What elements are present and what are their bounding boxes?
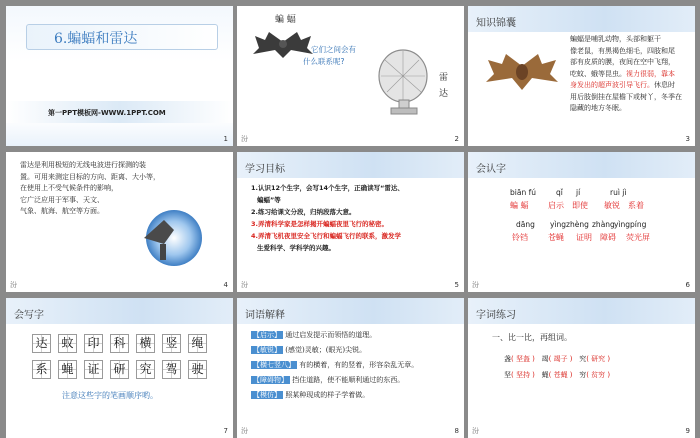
slide-number: 1 — [223, 135, 228, 143]
slide-mark: 汾 — [472, 427, 479, 435]
text-highlight: 视力很弱，靠本 — [626, 69, 675, 78]
slide-mark: 汾 — [241, 135, 248, 143]
new-word: 蝙 蝠 — [510, 201, 529, 210]
goal-item: 蝙蝠”等 — [257, 196, 281, 204]
slide-mark: 汾 — [241, 427, 248, 435]
slide-thumbnail-2[interactable] — [237, 6, 464, 146]
term-row — [251, 345, 366, 355]
slide-title: 学习目标 — [245, 164, 285, 175]
writing-char: 竖 — [162, 334, 181, 353]
writing-char: 究 — [136, 360, 155, 379]
text-line: 部有皮质的膜，夜间在空中飞翔， — [570, 58, 675, 66]
writing-char: 蚊 — [58, 334, 77, 353]
base-char: 究 — [579, 355, 587, 363]
slide-thumbnail-3[interactable] — [468, 6, 695, 146]
writing-char: 驶 — [188, 360, 207, 379]
slide-thumbnail-5[interactable] — [237, 152, 464, 292]
bat-label: 蝙 蝠 — [275, 15, 296, 25]
text-line: 它广泛应用于军事、天文、 — [20, 195, 104, 204]
slide-number: 4 — [223, 281, 228, 289]
text-line: 蝙蝠是哺乳动物，头部和躯干 — [570, 35, 661, 43]
term-key: 【障碍物】 — [253, 376, 288, 384]
new-word: 障碍 — [600, 233, 616, 242]
radar-label: 雷 — [439, 73, 449, 83]
new-word: 证明 — [576, 233, 592, 242]
goal-item: 4.弄清飞机夜里安全飞行和蝙蝠飞行的联系，激发学 — [251, 232, 401, 240]
slide-thumbnail-8[interactable] — [237, 298, 464, 438]
slide-number: 6 — [685, 281, 690, 289]
answer-word: ( 贫穷 ) — [586, 371, 611, 379]
term-value: (感觉)灵敏；(眼光)尖锐。 — [285, 346, 367, 354]
slide-title: 字词练习 — [476, 310, 516, 321]
slide-title: 会写字 — [14, 310, 44, 321]
question-text-2: 什么联系呢? — [303, 57, 345, 66]
answer-word: ( 坚持 ) — [511, 371, 535, 379]
text-line: 用后肢倒挂在屋檐下或树丫，冬季在 — [570, 92, 682, 101]
term-key: 【模仿】 — [253, 391, 281, 399]
new-word: 荧光屏 — [626, 233, 650, 242]
stroke-order-note: 注意这些字的笔画顺序哟。 — [62, 391, 158, 400]
slide-title: 词语解释 — [245, 310, 285, 321]
compare-row — [504, 370, 610, 380]
slide-number: 7 — [223, 427, 228, 435]
writing-char: 达 — [32, 334, 51, 353]
writing-char: 科 — [110, 334, 129, 353]
text-line: 雷达是利用极短的无线电波进行探测的装 — [20, 161, 146, 169]
pinyin: yìngpíng — [614, 220, 647, 229]
text-line: 置。可用来测定目标的方向、距离、大小等， — [20, 172, 160, 181]
slide-thumbnail-9[interactable] — [468, 298, 695, 438]
writing-char: 横 — [136, 334, 155, 353]
slide-thumbnail-6[interactable] — [468, 152, 695, 292]
slide-title: 6.蝙蝠和雷达 — [54, 31, 138, 47]
question-text: 它们之间会有 — [311, 45, 356, 54]
pinyin: biān fú — [510, 188, 536, 197]
new-word: 系着 — [628, 201, 644, 210]
answer-word: ( 竭子 ) — [548, 355, 573, 363]
slide-mark: 汾 — [472, 281, 479, 289]
pinyin: qǐ — [556, 188, 563, 197]
writing-char: 系 — [32, 360, 51, 379]
text-line: 隐藏的地方冬眠。 — [570, 104, 626, 112]
answer-word: ( 研究 ) — [586, 355, 611, 363]
new-word: 铃铛 — [512, 233, 528, 242]
goal-item: 生爱科学、学科学的兴趣。 — [257, 244, 335, 252]
pinyin: jí — [576, 188, 581, 197]
slide-number: 3 — [685, 135, 690, 143]
term-row — [251, 330, 376, 340]
goal-item: 3.弄清科学家是怎样揭开蝙蝠夜里飞行的秘密。 — [251, 220, 388, 228]
new-word: 启示 — [548, 201, 564, 210]
term-value: 照某种现成的样子学着做。 — [285, 391, 370, 399]
term-key: 【敏锐】 — [253, 346, 281, 354]
slide-thumbnail-7[interactable] — [6, 298, 233, 438]
compare-row — [504, 354, 610, 364]
term-key: 【横七竖八】 — [253, 361, 295, 369]
goal-item: 1.认识12个生字，会写14个生字，正确读写“雷达、 — [251, 184, 404, 192]
answer-word: ( 坚盔 ) — [511, 355, 535, 363]
new-word: 苍蝇 — [548, 233, 564, 242]
bat-icon — [484, 50, 560, 94]
writing-char: 蝇 — [58, 360, 77, 379]
knowledge-text — [570, 34, 692, 115]
slide-number: 2 — [454, 135, 459, 143]
term-value: 通过启发提示而领悟的道理。 — [285, 331, 377, 339]
new-word: 即使 — [572, 201, 588, 210]
text-line: 气象、航海、航空等方面。 — [20, 207, 104, 215]
term-row — [251, 375, 404, 385]
text-line: 像老鼠，有黑褐色细毛，四肢和尾 — [570, 46, 675, 55]
writing-char: 绳 — [188, 334, 207, 353]
term-value: 挡住道路，使不能顺利通过的东西。 — [292, 376, 405, 384]
footer-text: 第一PPT模板网-WWW.1PPT.COM — [48, 109, 166, 117]
base-char: 竭 — [541, 355, 549, 363]
exercise-heading: 一、比一比，再组词。 — [492, 333, 572, 342]
slide-number: 9 — [685, 427, 690, 435]
writing-char: 证 — [84, 360, 103, 379]
radar-label-2: 达 — [439, 89, 449, 99]
radar-globe-icon — [134, 204, 210, 268]
goals-list — [251, 182, 461, 254]
slide-number: 8 — [454, 427, 459, 435]
term-key: 【启示】 — [253, 331, 281, 339]
answer-word: ( 苍蝇 ) — [548, 371, 573, 379]
term-row — [251, 360, 418, 370]
new-word: 敏锐 — [604, 201, 620, 210]
slide-title: 会认字 — [476, 164, 506, 175]
text-plain: 吃蚊、蛾等昆虫。 — [570, 69, 626, 78]
text-line — [570, 69, 692, 81]
text-line: 在使用上不受气候条件的影响， — [20, 184, 118, 192]
writing-char: 印 — [84, 334, 103, 353]
slide-thumbnail-4[interactable] — [6, 152, 233, 292]
slide-mark: 汾 — [241, 281, 248, 289]
base-char: 蝇 — [541, 371, 549, 379]
base-char: 坚 — [504, 371, 511, 379]
pinyin: yìngzhèng — [550, 220, 589, 229]
pinyin: dāng — [516, 220, 535, 229]
text-highlight: 身发出的超声波引导飞行。 — [570, 81, 654, 89]
radar-dish-icon — [375, 46, 439, 116]
base-char: 盏 — [504, 355, 511, 363]
slide-title: 知识锦囊 — [476, 18, 516, 29]
writing-char: 驾 — [162, 360, 181, 379]
pinyin: zhàng — [592, 220, 615, 229]
slide-number: 5 — [454, 281, 459, 289]
slide-thumbnail-1[interactable] — [6, 6, 233, 146]
term-row — [251, 390, 369, 400]
text-line: 身发出的超声波引导飞行。休息时 — [570, 81, 675, 89]
goal-item: 2.练习给课文分段，归纳段落大意。 — [251, 208, 356, 216]
base-char: 穷 — [579, 371, 587, 379]
writing-char: 研 — [110, 360, 129, 379]
pinyin: ruì jì — [610, 188, 627, 197]
slide-mark: 汾 — [10, 281, 17, 289]
term-value: 有的横着，有的竖着，形容杂乱无章。 — [299, 361, 419, 369]
